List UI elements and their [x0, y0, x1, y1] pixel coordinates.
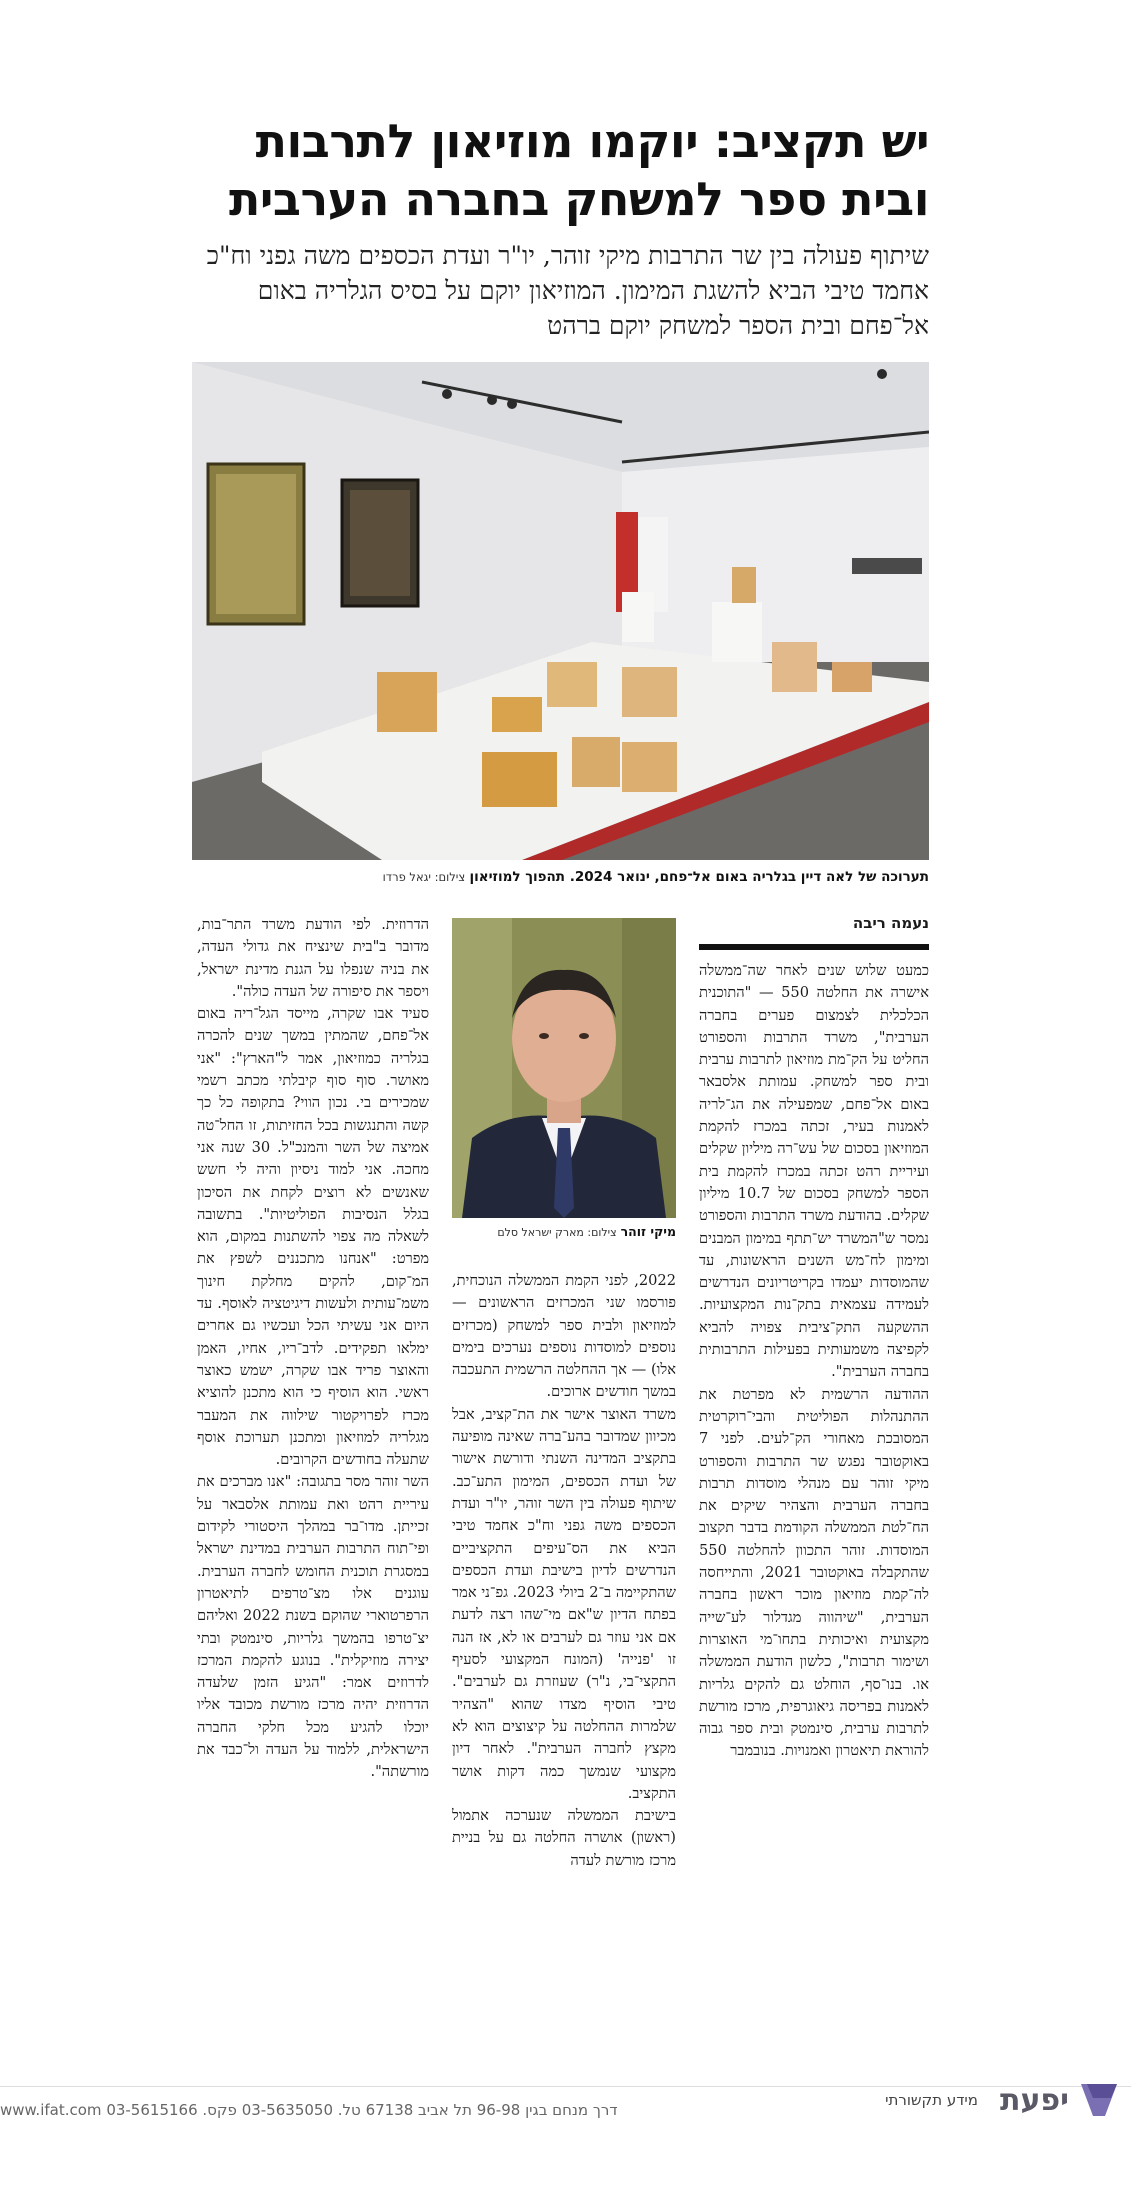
portrait-caption-block — [452, 1224, 676, 1239]
ifat-logo-icon — [1077, 2080, 1121, 2120]
subtitle: שיתוף פעולה בין שר התרבות מיקי זוהר, יו"ר ועדת הכספים משה גפני וח"כ אחמד טיבי הביא להשגת המימון. המוזיאון יוקם על בסיס הגלריה באום אל־פחם ובית הספר למשחק יוקם ברהט — [206, 241, 929, 340]
paragraph: השר זוהר מסר בתגובה: "אנו מברכים את עיריית רהט ואת עמותת אלסבאר על זכייתן. מדו־בר במהלך היסטורי לקידום ופי־תוח התרבות הערבית במדינת ישראל במסגרת תוכנית החומש לחברה הערבית. עוגנים אלו מצ־טרפים לתיאטרון הרפרטוארי שהוקם בשנת 2022 ואליהם יצ־טרפו בהמשך גלריות, סינמטק ובתי יצירה מוזיקלית". בנוגע להקמת המרכז לדרוזים אמר: "הגיע הזמן שלעדה הדרוזית יהיה מרכז מורשת מכובד אליו יוכלו להגיע מכל חלקי החברה הישראלית, ללמוד על העדה ול־כבד את מורשתה". — [197, 1473, 429, 1781]
paragraph: הדרוזית. לפי הודעת משרד התר־בות, מדובר ב"בית שינציח את גדולי העדה, את בניה שנפלו על הגנת מדינת ישראל, ויספר את סיפורה של העדה כולה". — [197, 916, 429, 1000]
portrait-credit: צילום: מארק ישראל סלם — [497, 1226, 617, 1239]
paragraph: כמעט שלוש שנים לאחר שה־ממשלה אישרה את החלטה 550 — "התוכנית הכלכלית לצמצום פערים בחברה הערבית", משרד התרבות והספורט החליט על הק־מת מוזיאון לתרבות ערבית ובית ספר למשחק. עמותת אלסבאר באום אל־פחם, שמפעילה את הג־לריה לאמנות בעיר, זכתה במכרז להקמת המוזיאון בסכום של עש־רה מיליון שקלים ועיריית רהט זכתה במכרז להקמת בית הספר למשחק בסכום של 10.7 מיליון שקלים. בהודעת משרד התרבות והספורט נמסר ש"המשרד יש־תתף במימון המבנים ומימון לח־מש השנים הראשונות, עד שהמוסדות יעמדו בקריטריונים הנדרשים לעמידה עצמאית בתק־נות המקצועיות. ההשקעה התק־ציבית צפויה להביא לקפיצה משמעותית בפעילות התרבותית בחברה הערבית". — [699, 962, 929, 1381]
photo-credit: צילום: יגאל פרדו — [382, 870, 466, 884]
photo-caption: תערוכה של לאה דיין בגלריה באום אל־פחם, ינואר 2024. תהפוך למוזיאון — [469, 869, 929, 885]
photo-caption-block — [192, 868, 929, 886]
logo-tagline: מידע תקשורתי — [885, 2091, 978, 2109]
paragraph: בישיבת הממשלה שנערכה אתמול (ראשון) אושרה החלטה גם על בניית מרכז מורשת לעדה — [452, 1807, 676, 1869]
byline-rule — [699, 944, 929, 950]
portrait-caption: מיקי זוהר — [620, 1224, 676, 1239]
logo-text: יפעת — [999, 2082, 1069, 2118]
column-1 — [699, 960, 929, 1988]
paragraph: משרד האוצר אישר את הת־קציב, אבל מכיוון שמדובר בהע־ברה שאינה מופיעה בתקציב המדינה השנתי ודורשת אישור של ועדת הכספים, המימון התע־כב. שיתוף פעולה בין השר זוהר, יו"ר ועדת הכספים משה גפני וח"כ אחמד טיבי הביא את הס־עיפים התקציביים הנדרשים לדיון בישיבת ועדת הכספים שהתקיימה ב־2 ביולי 2023. גפ־ני אמר בפתח הדיון ש"אם מי־שהו רצה לדעת אם אני עוזר גם לערבים או לא, אז הנה זו 'פנייה' (המונח המקצועי לסעיף התקצי־בי, נ"ר) שעוזרת גם לערבים". טיבי הוסיף מצדו שהוא "הצהיר שלמרות ההחלטה על קיצוצים הוא לא מקצץ לחברה הערבית". לאחר דיון מקצועי שנמשך כמה דקות אושר התקציב. — [452, 1405, 676, 1802]
column-2 — [452, 1270, 676, 1988]
paragraph: 2022, לפני הקמת הממשלה הנוכחית, פורסמו שני המכרזים הראשונים — למוזיאון ולבית ספר למשחק (מכרזים נוספים למוסדות נוספים נערכים בימים אלו) — אך ההחלטה הרשמית התעכבה במשך חודשים ארוכים. — [452, 1272, 676, 1401]
footer-address: דרך מנחם בגין 96-98 תל אביב 67138 טל. 03-5635050 פקס. 03-5615166 www.ifat.com — [0, 2101, 618, 2119]
author-byline: נעמה ריבה — [852, 914, 929, 932]
paragraph: סעיד אבו שקרה, מייסד הגל־ריה באום אל־פחם, שהמתין במשך שנים להכרה בגלריה כמוזיאון, אמר ל"הארץ": "אני מאושר. סוף סוף קיבלתי מכתב רשמי שמכירים בי. נכון הווי? בתקופה כל כך קשה והתנגשות בכל החזיתות, זו החל־טה אמיצה של השר והמנכ"ל. 30 שנה אני מחכה. אני למוד ניסיון והיה לי חשש שאנשים לא רוצים לקחת את הסיכון בגלל הנסיבות הפוליטיות". בתשובה לשאלה מה צפוי להשתנות במקום, הוא מפרט: "אנחנו מתכננים לשפץ את המ־קום, להקים מחלקת חינוך משמ־עותית ולעשות דיגיטציה לאוסף. עד היום אני עשיתי הכל ועכשיו גם אחרים ימלאו תפקידים. לדב־ריו, אחיו, האמן והאוצר פריד אבו שקרה, ישמש כאוצר ראשי. הוא הוסיף כי הוא מתכנן להוציא מכרז לפרויקטור שילווה את המעבר מגלריה למוזיאון ומתכנן תערוכת אוסף שתעלה בחודשים הקרובים. — [197, 1005, 429, 1469]
portrait-photo — [452, 918, 676, 1218]
ifat-logo — [885, 2076, 1121, 2124]
paragraph: ההודעה הרשמית לא מפרטת את ההתנהלות הפוליטית והבי־רוקרטית המסובכת מאחורי הק־לעים. לפני 7 באוקטובר נפגש שר התרבות והספורט מיקי זוהר עם מנהלי מוסדות תרבות בחברה הערבית והצהיר שיקים את הח־לטת הממשלה הקודמת בדבר תקצוב המוסדות. זוהר התכוון להחלטה 550 שהתקבלה באוקטובר 2021, והתייחסה לה־קמת מוזיאון מוכר ראשון בחברה הערבית, "שיהווה מגדלור לע־שייה מקצועית ואיכותית בתחו־מי האוצרות ושימור תרבות", כלשון הודעת הממשלה או. בנו־סף, הוחלט גם להקים גלריות לאמנות בפריסה גיאוגרפית, מרכז מורשת לתרבות ערבית, סינמטק ובית ספר גבוה להוראת תיאטרון ואמנויות. בנובמבר — [699, 1385, 929, 1760]
gallery-photo — [192, 362, 929, 860]
column-3 — [197, 914, 429, 1988]
headline: יש תקציב: יוקמו מוזיאון לתרבות ובית ספר למשחק בחברה הערבית — [228, 114, 929, 226]
